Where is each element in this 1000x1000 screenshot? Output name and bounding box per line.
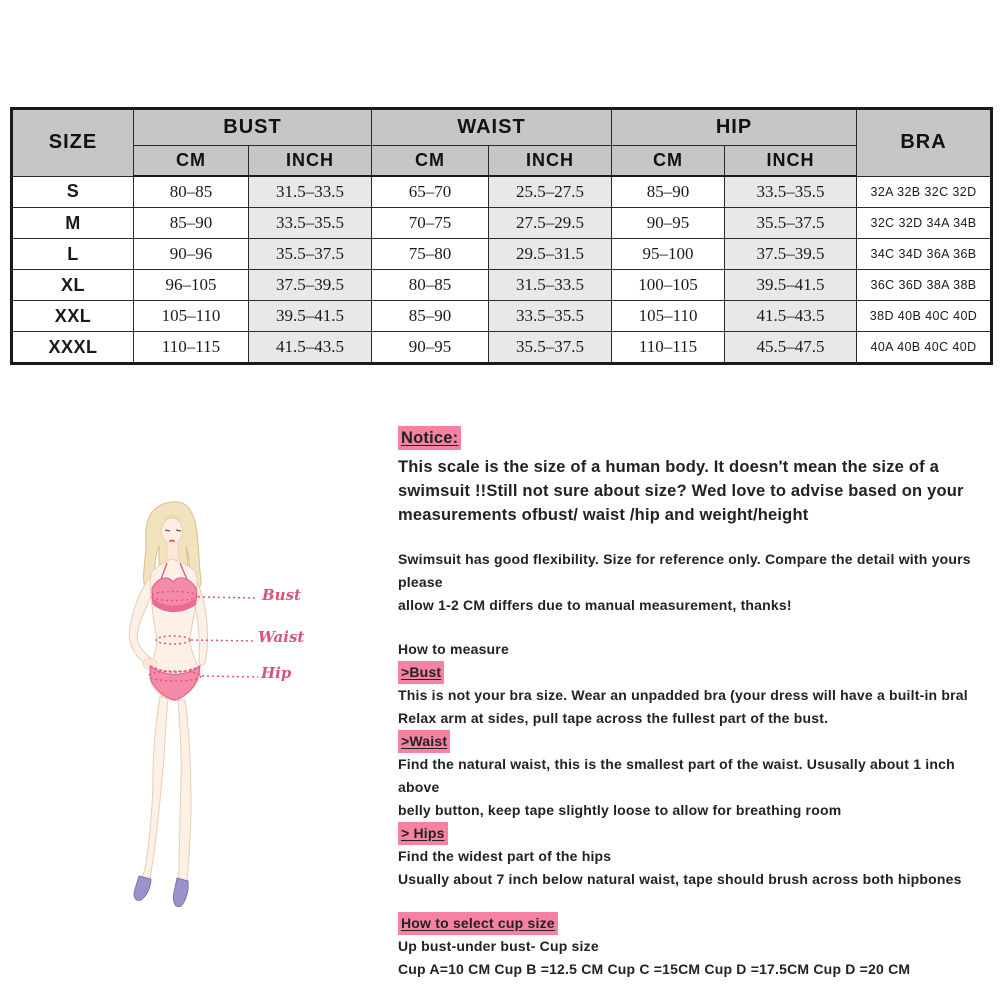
hip-leader-line — [202, 676, 258, 677]
notice-line: measurements ofbust/ waist /hip and weight/height — [398, 506, 809, 524]
cup-heading-line — [398, 912, 990, 935]
waist-section-heading: >Waist — [398, 730, 450, 753]
measurement-figure — [100, 495, 315, 915]
waist-instruction-line: belly button, keep tape slightly loose to allow for breathing room — [398, 802, 842, 818]
bust-cm-value: 110–115 — [134, 332, 249, 364]
size-value: XXL — [12, 301, 134, 332]
bra-value: 38D 40B 40C 40D — [857, 301, 992, 332]
table-row — [12, 270, 992, 301]
hip-inch-value: 35.5–37.5 — [725, 208, 857, 239]
hip-inch-value: 39.5–41.5 — [725, 270, 857, 301]
hip-inch-value: 37.5–39.5 — [725, 239, 857, 270]
hip-cm-value: 95–100 — [612, 239, 725, 270]
cup-instruction-line: Up bust-under bust- Cup size — [398, 938, 599, 954]
notice-heading-line — [398, 426, 990, 450]
hip-figure-label: Hip — [261, 664, 292, 682]
waist-figure-label: Waist — [258, 628, 305, 646]
bust-cm-header: CM — [134, 146, 249, 177]
bra-column-header: BRA — [857, 109, 992, 177]
hip-group-header: HIP — [612, 109, 857, 146]
spacer — [398, 891, 990, 912]
table-row — [12, 239, 992, 270]
bust-cm-value: 80–85 — [134, 176, 249, 208]
hip-cm-header: CM — [612, 146, 725, 177]
hips-instruction-line: Usually about 7 inch below natural waist, tape should brush across both hipbones — [398, 871, 962, 887]
notice-line: swimsuit !!Still not sure about size? Wed love to advise based on your — [398, 482, 964, 500]
bust-inch-value: 31.5–33.5 — [249, 176, 372, 208]
waist-cm-value: 65–70 — [372, 176, 489, 208]
bra-value: 34C 34D 36A 36B — [857, 239, 992, 270]
waist-group-header: WAIST — [372, 109, 612, 146]
notice-line: This scale is the size of a human body. It doesn't mean the size of a — [398, 458, 939, 476]
table-row — [12, 332, 992, 364]
hip-inch-header: INCH — [725, 146, 857, 177]
waist-cm-header: CM — [372, 146, 489, 177]
table-row — [12, 176, 992, 208]
hip-cm-value: 85–90 — [612, 176, 725, 208]
size-value: L — [12, 239, 134, 270]
hips-instruction-line: Find the widest part of the hips — [398, 848, 612, 864]
size-column-header: SIZE — [12, 109, 134, 177]
bra-value: 32A 32B 32C 32D — [857, 176, 992, 208]
size-value: M — [12, 208, 134, 239]
spacer — [398, 617, 990, 638]
bra-value: 32C 32D 34A 34B — [857, 208, 992, 239]
bust-inch-value: 41.5–43.5 — [249, 332, 372, 364]
bra-value: 36C 36D 38A 38B — [857, 270, 992, 301]
measuring-guide-text — [398, 426, 990, 981]
flexibility-line: Swimsuit has good flexibility. Size for reference only. Compare the detail with yours please — [398, 551, 971, 590]
hip-inch-value: 45.5–47.5 — [725, 332, 857, 364]
waist-inch-value: 31.5–33.5 — [489, 270, 612, 301]
hip-cm-value: 100–105 — [612, 270, 725, 301]
size-value: XXXL — [12, 332, 134, 364]
left-shoe — [134, 876, 151, 900]
hip-cm-value: 105–110 — [612, 301, 725, 332]
hip-inch-value: 33.5–35.5 — [725, 176, 857, 208]
bust-cm-value: 90–96 — [134, 239, 249, 270]
hip-cm-value: 110–115 — [612, 332, 725, 364]
table-row — [12, 208, 992, 239]
right-leg — [178, 700, 191, 881]
bust-inch-value: 33.5–35.5 — [249, 208, 372, 239]
bust-inch-value: 37.5–39.5 — [249, 270, 372, 301]
right-shoe — [173, 878, 188, 907]
bust-instruction-line: This is not your bra size. Wear an unpadded bra (your dress will have a built-in bral — [398, 687, 968, 703]
waist-inch-value: 33.5–35.5 — [489, 301, 612, 332]
bust-group-header: BUST — [134, 109, 372, 146]
bra-value: 40A 40B 40C 40D — [857, 332, 992, 364]
bust-inch-header: INCH — [249, 146, 372, 177]
bust-instruction-line: Relax arm at sides, pull tape across the fullest part of the bust. — [398, 710, 829, 726]
bust-inch-value: 35.5–37.5 — [249, 239, 372, 270]
waist-inch-value: 35.5–37.5 — [489, 332, 612, 364]
waist-instruction-line: Find the natural waist, this is the smallest part of the waist. Ususally about 1 inch above — [398, 756, 955, 795]
how-to-measure-heading: How to measure — [398, 641, 509, 657]
flexibility-line: allow 1-2 CM differs due to manual measurement, thanks! — [398, 597, 792, 613]
size-value: XL — [12, 270, 134, 301]
table-header-sub-row — [12, 146, 992, 177]
waist-inch-value: 25.5–27.5 — [489, 176, 612, 208]
hips-heading-line — [398, 822, 990, 845]
waist-inch-header: INCH — [489, 146, 612, 177]
cup-instruction-line: Cup A=10 CM Cup B =12.5 CM Cup C =15CM Cup D =17.5CM Cup D =20 CM — [398, 961, 911, 977]
left-leg — [142, 696, 168, 879]
table-row — [12, 301, 992, 332]
waist-inch-value: 29.5–31.5 — [489, 239, 612, 270]
waist-cm-value: 70–75 — [372, 208, 489, 239]
waist-inch-value: 27.5–29.5 — [489, 208, 612, 239]
size-chart-table — [10, 107, 993, 365]
waist-cm-value: 90–95 — [372, 332, 489, 364]
waist-heading-line — [398, 730, 990, 753]
bust-inch-value: 39.5–41.5 — [249, 301, 372, 332]
spacer — [398, 527, 990, 548]
waist-cm-value: 75–80 — [372, 239, 489, 270]
table-header-group-row — [12, 109, 992, 146]
bust-cm-value: 85–90 — [134, 208, 249, 239]
notice-heading: Notice: — [398, 426, 461, 450]
bust-cm-value: 105–110 — [134, 301, 249, 332]
hip-cm-value: 90–95 — [612, 208, 725, 239]
waist-cm-value: 80–85 — [372, 270, 489, 301]
bust-figure-label: Bust — [262, 586, 301, 604]
hips-section-heading: > Hips — [398, 822, 448, 845]
bust-section-heading: >Bust — [398, 661, 444, 684]
bust-heading-line — [398, 661, 990, 684]
size-value: S — [12, 176, 134, 208]
bust-leader-line — [198, 597, 258, 598]
woman-sketch-illustration — [100, 495, 315, 915]
hip-inch-value: 41.5–43.5 — [725, 301, 857, 332]
bust-cm-value: 96–105 — [134, 270, 249, 301]
waist-cm-value: 85–90 — [372, 301, 489, 332]
cup-size-heading: How to select cup size — [398, 912, 558, 935]
